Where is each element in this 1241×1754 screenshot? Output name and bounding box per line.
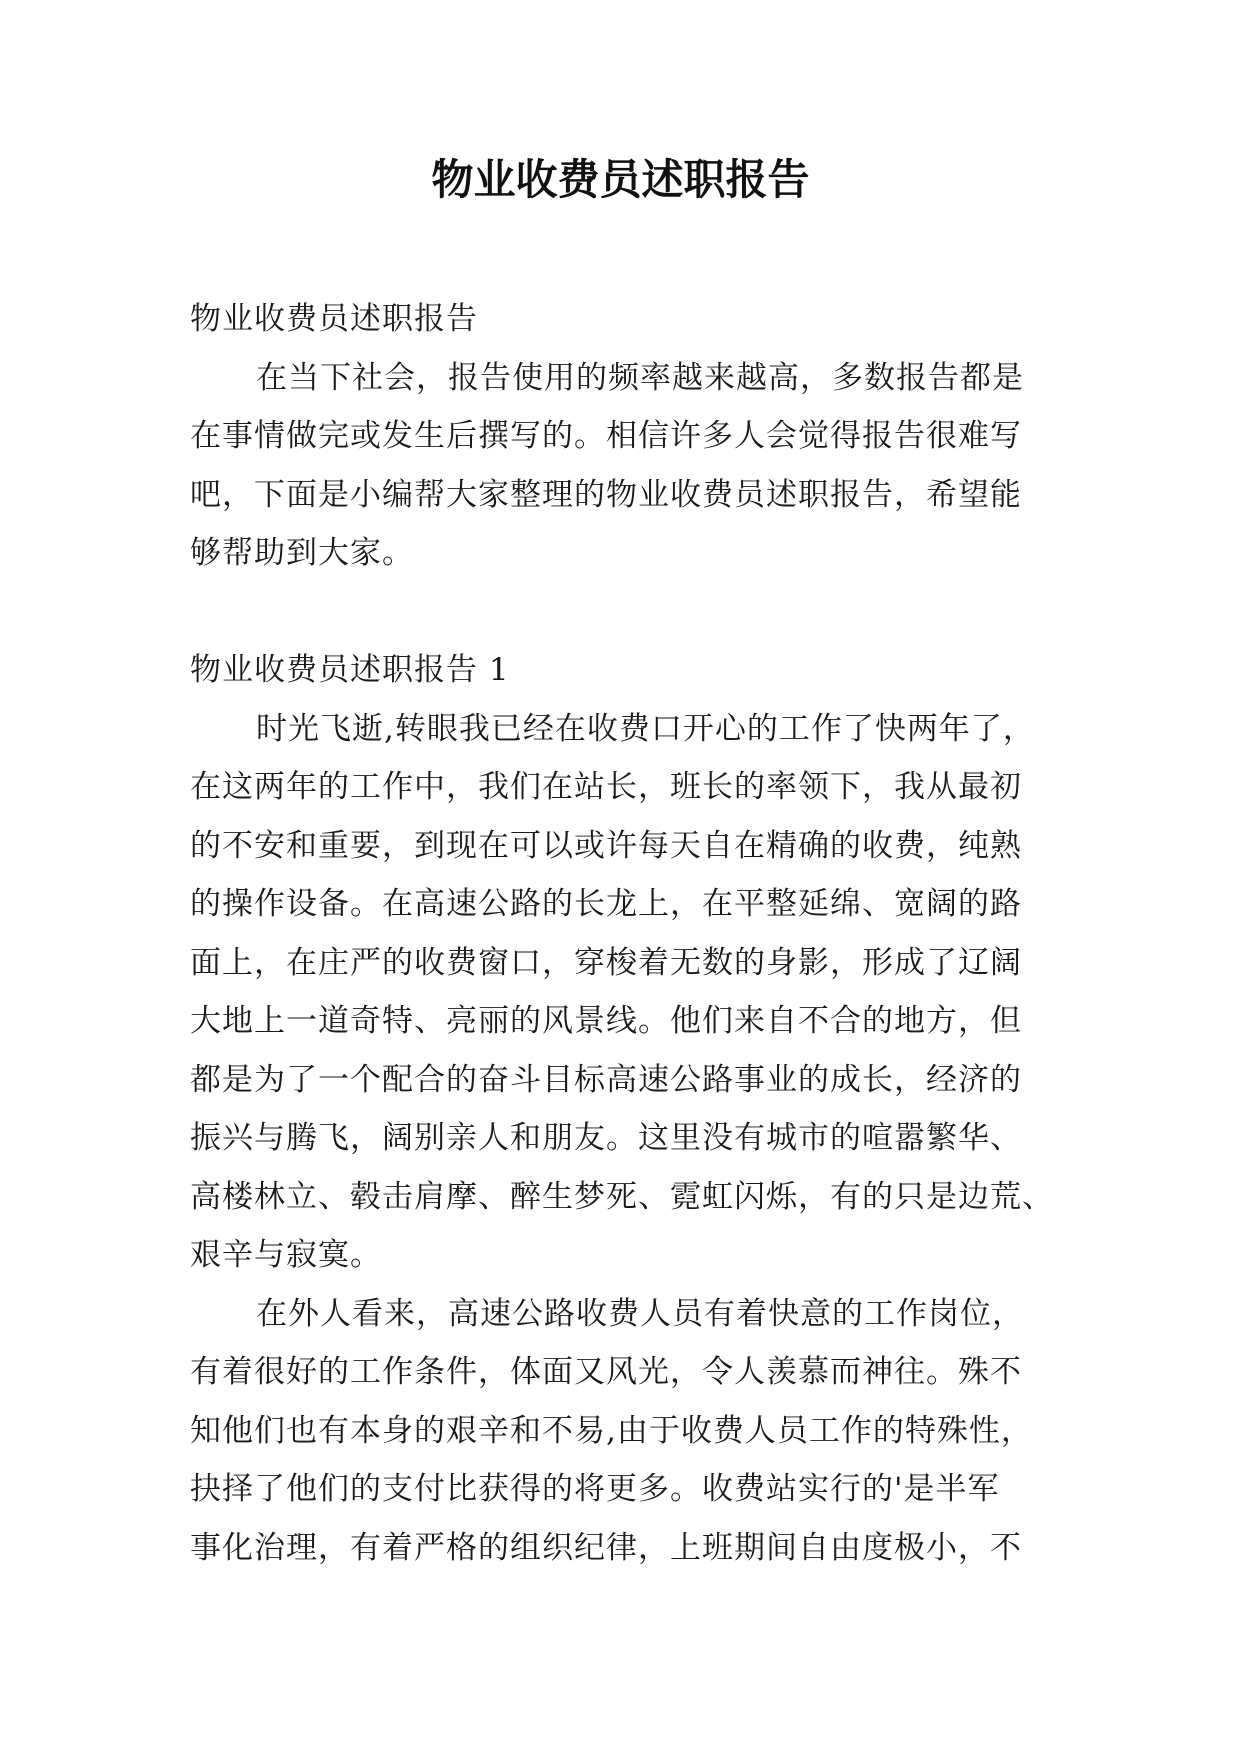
section1-paragraph-2 xyxy=(190,1285,1056,1578)
paragraph-line: 吧，下面是小编帮大家整理的物业收费员述职报告，希望能 xyxy=(190,476,1022,513)
paragraph-line: 都是为了一个配合的奋斗目标高速公路事业的成长，经济的 xyxy=(190,1061,1022,1098)
paragraph-line: 有着很好的工作条件，体面又风光，令人羡慕而神往。殊不 xyxy=(190,1354,1022,1390)
paragraph-line: 时光飞逝,转眼我已经在收费口开心的工作了快两年了， xyxy=(256,710,1035,747)
intro-paragraph xyxy=(190,349,1056,583)
paragraph-line: 的不安和重要，到现在可以或许每天自在精确的收费，纯熟 xyxy=(190,827,1022,864)
paragraph-line: 振兴与腾飞，阔别亲人和朋友。这里没有城市的喧嚣繁华、 xyxy=(190,1120,1022,1156)
paragraph-line: 抉择了他们的支付比获得的将更多。收费站实行的'是半军 xyxy=(190,1471,1000,1507)
paragraph-line: 在事情做完或发生后撰写的。相信许多人会觉得报告很难写 xyxy=(190,418,1022,454)
paragraph-line: 在这两年的工作中，我们在站长，班长的率领下，我从最初 xyxy=(190,769,1022,805)
section-heading: 物业收费员述职报告 1 xyxy=(190,652,510,688)
paragraph-line: 知他们也有本身的艰辛和不易,由于收费人员工作的特殊性， xyxy=(190,1412,1033,1449)
paragraph-line: 高楼林立、毂击肩摩、醉生梦死、霓虹闪烁，有的只是边荒、 xyxy=(190,1178,1054,1215)
paragraph-line: 够帮助到大家。 xyxy=(190,535,414,571)
paragraph-line: 艰辛与寂寞。 xyxy=(190,1237,382,1273)
paragraph-line: 大地上一道奇特、亮丽的风景线。他们来自不合的地方，但 xyxy=(190,1003,1022,1039)
paragraph-line: 面上，在庄严的收费窗口，穿梭着无数的身影，形成了辽阔 xyxy=(190,944,1022,981)
document-body xyxy=(190,290,1056,1577)
paragraph-line: 的操作设备。在高速公路的长龙上，在平整延绵、宽阔的路 xyxy=(190,886,1022,922)
section1-paragraph-1 xyxy=(190,700,1056,1285)
paragraph-line: 在当下社会，报告使用的频率越来越高，多数报告都是 xyxy=(256,359,1024,396)
section-spacer xyxy=(190,583,1056,642)
document-title: 物业收费员述职报告 xyxy=(431,155,810,204)
intro-heading: 物业收费员述职报告 xyxy=(190,301,478,337)
paragraph-line: 事化治理，有着严格的组织纪律，上班期间自由度极小，不 xyxy=(190,1529,1022,1566)
paragraph-line: 在外人看来，高速公路收费人员有着快意的工作岗位， xyxy=(256,1295,1024,1332)
